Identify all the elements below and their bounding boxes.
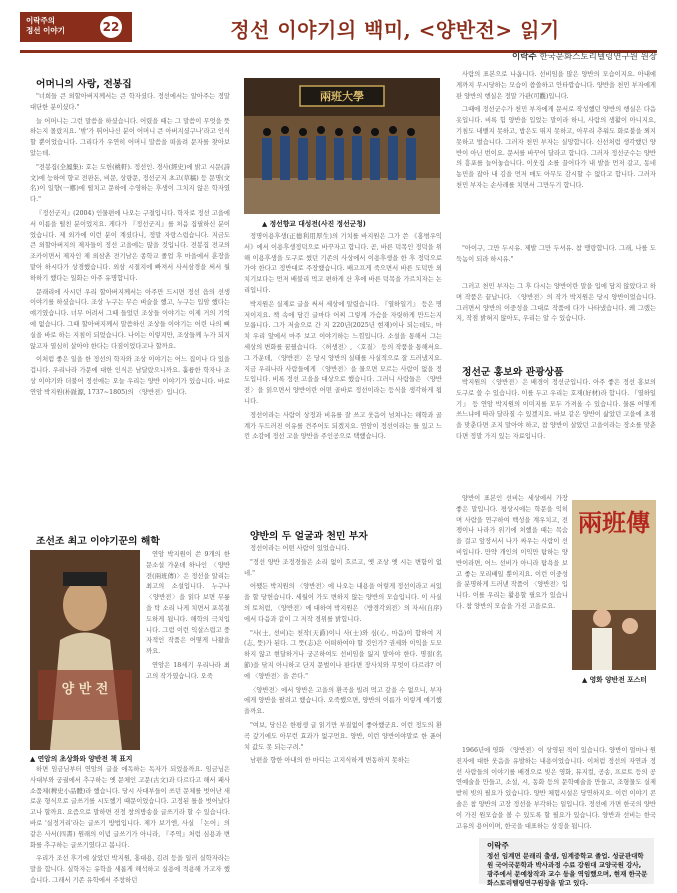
author-affiliation: 한국문화스토리텔링연구원 원장 [536, 52, 657, 62]
movie-poster [572, 500, 656, 670]
poster-title: 兩班傳 [578, 508, 650, 537]
author-name: 이락주 [512, 52, 537, 62]
paragraph: 연암 박지원이 쓴 9개의 한문소설 가운데 하나인 〈양반전(兩班傳)〉은 정선을 알리는 최고의 소설입니다. 누구나 〈양반전〉을 읽다 보면 무릎을 탁 소리 나게 치면서 포복절도하게 됩니다. 해학의 극치입니다. 그럼 이런 익살스럽고 풍자적인 작품은 어떻게 나왔을까요. [146, 551, 230, 656]
poster-caption: ▲ 영화 양반전 포스터 [582, 676, 647, 684]
paragraph: 하면 임금님부터 연암의 글을 애독하는 독자가 되었을까요. 임금님은 사대부와 궁궐에서 추구하는 옛 문체인 고문(古文)과 다르다고 해서 패사소품체(稗史小品體)라 했습니다. 당시 사대부들이 쓰던 문체를 벗어난 새로운 형식으로 글쓰기를 시도했기 때문이었습니다. 고정된 틀을 벗어났다고나 할까요. 요즘으로 말하면 진정 창의방송을 글쓰기라 할 수 있습니다. 바로 '실정거리'라는 글쓰기 방법입니다. 제가 보기엔, 사실 「논어」의 같은 사서(四書) 원래의 이념 글쓰기가 아니라, 『주역』처럼 심용과 변화를 추구하는 글쓰기였다고 봅니다. [30, 766, 230, 849]
col3-quote [456, 244, 656, 278]
col3-mid-text [456, 282, 656, 342]
paragraph: 박지원의 〈양반전〉은 배경이 정선군입니다. 아주 좋은 정선 홍보의 도구로 쓸 수 있습니다. 이를 두고 우리는 호재(好材)라 합니다. 『열하일기』 등 연암 박지원의 이미지를 모두 가져올 수 있습니다. 물론 어떻게 쓰느냐에 따라 달라질 수 있겠지요. 바보 같은 양반이 삶았던 고을에 초점을 맞춘다면 조지 말아야 하고, 참 양반이 살았던 고을이라는 장소를 맞춘다면 정말 가지 있는 자료입니다. [456, 379, 656, 440]
section-heading-1: 어머니의 사랑, 전봉집 [36, 79, 132, 90]
col3-s4-side-text [456, 494, 568, 748]
portrait-caption: ▲ 연암의 초상화와 양반전 책 표지 [30, 755, 133, 763]
paragraph: 박지원은 실제로 글을 써서 세상에 알렸습니다. 『열하일기』 등은 명저이지요. 책 속에 담긴 글마다 어찌 그렇게 가슴을 자릿하게 만드는지 모릅니다. 그가 저술으로 간 지 220년(2025년 현재)이나 되는데도, 마치 우리 앞에서 마주 보고 이야기하는 느낌입니다. 소설을 통해서 그는 세상의 변화를 꿈꿨습니다. 〈허생전〉, 〈호질〉 등의 작품을 통해서요. 그 가운데, 〈양반전〉은 당시 양반의 실태를 사실적으로 잘 드러냈지요. 지금 우리나라 사람들에게 〈양반전〉을 물으면 모르는 사람이 없을 정도입니다. 비록 정선 고을을 대상으로 했습니다. 그러니 사람들은 〈양반전〉을 읽으면서 양반이란 어떤 골바로 정선이라는 등식을 생각하게 됩니다. [244, 300, 442, 405]
paragraph: 〈양반전〉에서 양반은 고을의 환곡을 빌려 먹고 갚을 수 없으니, 부자에게 양반을 팔려고 했습니다. 오죽했으면, 양반의 이름가 이렇게 얘기했을까요. [244, 686, 442, 716]
book-cover-title: 양 반 전 [61, 682, 109, 697]
paragraph: 어쨌든 박지원의 〈양반전〉에 나오는 내용을 어렇게 정선이라고 서있을 할 당헌습니다. 세월이 가도 변하지 않는 양반의 모습입니다. 이 사실의 토처럼, 〈양반전〉에 대하여 박지원은 〈방경각외전〉의 자서(自序)에서 다음과 같이 그 저작 경위를 밝힙니다. [244, 583, 442, 623]
col2-bottom-text [244, 544, 442, 884]
paragraph: 정명이용후생(正德利用厚生)의 기치를 바지원은 그가 쓴 《홍범우익서》에서 이용후생정덕으로 바꾸자고 합니다. 곧, 바른 덕목인 정덕을 위해 이용후생을 도구로 썼던 기존의 사상에서 이용후생을 한 후 정덕으로 가야 한다고 정반대로 주장했습니다. 배고프게 죽으면서 바른 도덕만 외치기보다는 먼저 배불리 먹고 편하게 산 후에 바른 덕목을 가르치자는 논리입니다. [244, 233, 442, 294]
col3-s4-top-text [456, 378, 656, 490]
hall-signboard: 兩班大學 [320, 90, 364, 103]
author-bio-box [479, 838, 654, 887]
paragraph: 사람의 표본으로 나옵니다. 선비임을 많은 양반의 모습이지요. 아내에게까지 무시당하는 모습이 씁쓸하고 안타깝습니다. 양반을 천민 부자에게 판 양반의 행실은 정말 가관(可觀)입니다. [456, 71, 656, 100]
article-title: 정선 이야기의 백미, <양반전> 읽기 [230, 18, 560, 42]
paragraph: 1966년에 영화 〈양반전〉이 상영된 적이 있습니다. 양반이 얼마나 원진자에 대한 웃음을 유발하는 내용이었습니다. 이처럼 정선의 자연과 정선 사람들의 이야기를 배경으로 빚은 영화, 뮤지컬, 공송, 프로트 등의 공연예술을 만들고, 소설, 시, 동화 등의 문학예술을 만들고, 조형물도 실제 받히 빚의 필요가 있습니다. 양반 체험시설은 당연하지요. 이런 이야기 콘솔은 참 양반의 고장 정선을 부각하는 일입니다. 정선에 가면 한국의 양반이 가진 원모습을 볼 수 있도록 할 필요가 있습니다. 양반과 선비는 한국 고유의 용어이며, 한국을 대표하는 상징을 됩니다. [456, 747, 656, 830]
hyanggyo-photo [244, 78, 440, 214]
hyanggyo-caption: ▲ 정선향교 대성전(사진 정선군청) [262, 220, 366, 228]
col1-side-text [146, 550, 230, 760]
paragraph: 정선이라는 사람이 상정과 비유를 잘 쓰고 웃음이 넘쳐나는 해학과 골계가 두드러진 이유를 견주어도 되겠지요. 연암이 정선이라는 틀 있고 느낀 소감에 정선 고을 양반을 주인공으로 택했습니다. [244, 411, 442, 441]
paragraph: "여보, 당신은 한평생 글 읽기만 부질없이 좋아했군요. 이런 정도의 환곡 갚기에도 아무런 효과가 없구먼요. 양반, 이런 양반이야말로 한 푼어치 값도 못 되는구려." [244, 721, 442, 751]
series-line-1: 이락주의 [26, 16, 55, 25]
series-label [26, 16, 65, 36]
paragraph: 늘 어머니는 그런 말씀을 하셨습니다. 어렸을 때는 그 말씀이 무엇을 뜻하는지 몰랐지요. '밖'가 뛰어나신 분이 어머니 큰 아버지셨구나'라고 인식할 뿐이었습니다. 그리다가 우연히 어머니 말씀을 떠올려 문자를 찾아보았는데. [30, 117, 230, 157]
paragraph: 문래리에 사시던 우리 할아버지께서는 아주만 드시면 정선 읍의 선생 이야기를 하셨습니다. 조상 누구는 무슨 벼슬을 했고, 누구는 입암 했다는 얘기였습니다. 너무 어려서 그때 들었던 조상들 이야기는 이제 거의 기억에 없습니다. 그때 할아버지께서 말씀하신 조상들 이야기는 어린 나의 뼈실을 바로 하는 지침이 되었습니다. 나이는 이렇지만, 조상들께 누가 되지 않고자 열심히 살아야 한다는 다짐이었다고나 할까요. [30, 288, 230, 350]
paragraph: 연암은 18세기 우리나라 최고의 작가였습니다. 오죽 [146, 661, 230, 680]
paragraph: 남편을 향한 아내의 한 마디는 고지식하게 변동하지 못하는 [250, 757, 410, 765]
col1-bottom-text [30, 765, 230, 883]
paragraph: 정선이라는 어떤 사람이 있었습니다. [250, 545, 350, 552]
paragraph: "전봉집(全鳳集): 호는 도헌(桃軒). 정선인. 경사(經史)에 밝고 시문(詩文)에 능하여 향교 전판돈, 비문, 상량문, 정선군지 초고(草稿) 등 문명(文名)이 일향(一鄕)에 떨치고 문하에 수영하는 후생이 그치지 않은 학자였다." [30, 163, 230, 204]
paragraph: "너희들 큰 외할아버지께서는 큰 학자셨다. 정선에서는 알아주는 정말 대단한 분이셨다." [30, 93, 230, 111]
paragraph: 우리가 조선 후기에 살았던 박지원, 홍대용, 김려 등을 일러 실학자라는 말을 합니다. 실학자는 유학을 새롭게 해석하고 실용에 적용해 가고자 했습니다. 그래서 기존 유학에서 주창하던 [30, 855, 230, 883]
section-heading-2: 조선조 최고 이야기꾼의 해학 [36, 536, 160, 547]
col2-top-text [244, 232, 442, 517]
portrait-image [30, 550, 140, 750]
col1-top-text [30, 92, 230, 524]
portrait-illustration [30, 550, 140, 750]
paragraph: 이처럼 좋은 일을 한 정선의 학자와 조상 이야기는 어느 집이나 다 있을 겁니다. 우리나라 가문에 대한 인식은 남달랐으니까요. 훌륭한 학자나 조상 이야기와 더불어 정선에는 오늘 우리는 양반 이야기가 있습니다. 바로 연암 박지원(朴趾源, 1737~1805)의 〈양반전〉입니다. [30, 356, 230, 396]
col3-s4-bottom-text [456, 746, 656, 834]
series-line-2: 정선 이야기 [26, 26, 65, 35]
col3-top-text [456, 70, 656, 242]
series-number: 22 [100, 16, 122, 38]
paragraph: 그러고 천민 부자는 그 후 다시는 양반이란 말을 입에 담지 않았다고 하며 작품은 끝납니다. 〈양반전〉의 작가 박지원은 당시 양반이었습니다. 그러면서 양반의 이중성을 그대로 작품에 다가 나타냈습니다. 왜 그랬는지, 작점 밝혀지 않아도, 우리는 알 수 있습니다. [456, 283, 656, 323]
paragraph: 그때에 정선군수가 천민 부자에게 문서로 작성했던 양반의 행실은 다음 옷입니다. 비록 힘 양반을 입었는 말이라 하니, 사람의 생활이 아니지요, 기침도 내뱉지 못하고, 밥은도 뛰지 못하고, 아무리 추워도 화로불을 쬐지 못하고 벌습니다. 그러자 천민 부자는 실망합니다. 신선처럼 생각했던 양반이 아닌 번이요. 문서를 바꾸어 달라고 합니다. 그러자 정선군수는 양반의 흥포를 늘어놓습니다. 이웃집 소를 끌어다가 내 밭을 먼저 갈고, 동네 농민을 잡아 내 김을 먼저 매도 아무도 감시할 수 없다고 합니다. 그러자 천민 부자는 손사래를 치면서 그만두기 합니다. [456, 106, 656, 189]
author-line [512, 50, 657, 62]
quote-text: "아이구, 그만 두시유. 제발 그만 두셔유. 참 맹랑합니다. 그래, 나를 도둑놈이 되라 하시유." [456, 245, 656, 263]
paragraph: "정선 양반 조정경들은 소리 없이 흐르고, 옛 조상 옛 시는 변함이 없네." [244, 558, 442, 577]
paragraph: 양반이 표본인 선비는 세상에서 가장 좋은 말입니다. 평상시에는 학문을 익히며 사람을 연구하여 백성을 계우치고, 전쟁이나 나라가 위기에 처했을 때는 목숨을 걸고 앞장서서 나가 싸우는 사람이 선비입니다. 만약 개인의 이익만 탐하는 양반이라면, 어느 선비가 아니라 탐욕을 보고 좋는 모리배일 뿐이지요. 이런 이중성을 분명하게 드러낸 작품이 〈양반전〉입니다. 이를 우리는 활용할 필요가 있습니다. 참 양반의 모습을 가진 고을로요. [456, 495, 568, 610]
section-heading-3: 양반의 두 얼굴과 천민 부자 [250, 531, 368, 542]
section-heading-4: 정선군 홍보와 관광상품 [462, 367, 564, 378]
bio-text: 정선 임계면 문래리 출생, 임계중학교 졸업. 성균관대학원 국어국문학과 박사과정 수료 강원대 교양국원 강사, 광주에서 문예창작과 교수 등을 역임했으며, 현재 한국문화스토리텔링연구원장을 맡고 있다. [487, 852, 648, 887]
series-badge [20, 12, 132, 42]
paragraph: "사(士, 선비)는 천작(天爵)이니 사(士)와 심(心, 마음)이 합하여 지(志, 뜻)가 된다. 그 뜻(志)은 어떠하여야 할 것인가? 권세와 이익을 도모하지 않고 현달하거나 궁곤하여도 선비임을 잃지 말아야 한다. 명절(名節)을 닦지 아니하고 단지 문벌이나 판다면 장사치와 무엇이 다르랴? 이에 〈양반전〉을 쓴다." [244, 629, 442, 680]
bio-name: 이락주 [487, 841, 509, 850]
paragraph: 『정선군지』(2004) 인물편에 나오는 구절입니다. 학자로 정선 고을에서 이름을 떨친 분이었지요. 게다가 『정선군지』를 처음 집필하신 분이었습니다. 제 외가에 이런 분이 계셨다니, 정말 자랑스럽습니다. 지금도 큰 외할아버지의 제자들이 정선 고을에는 많을 것입니다. 전봉집 전교의 조카이면서 제자인 제 외삼촌 전기남은 종학교 졸업 후 마을에서 훈장을 맡아 하시다가 상경했습니다. 외삼 시절지에 빠져서 사서삼경을 써서 월하하기 했다는 일화는 아주 유명합니다. [30, 209, 230, 282]
